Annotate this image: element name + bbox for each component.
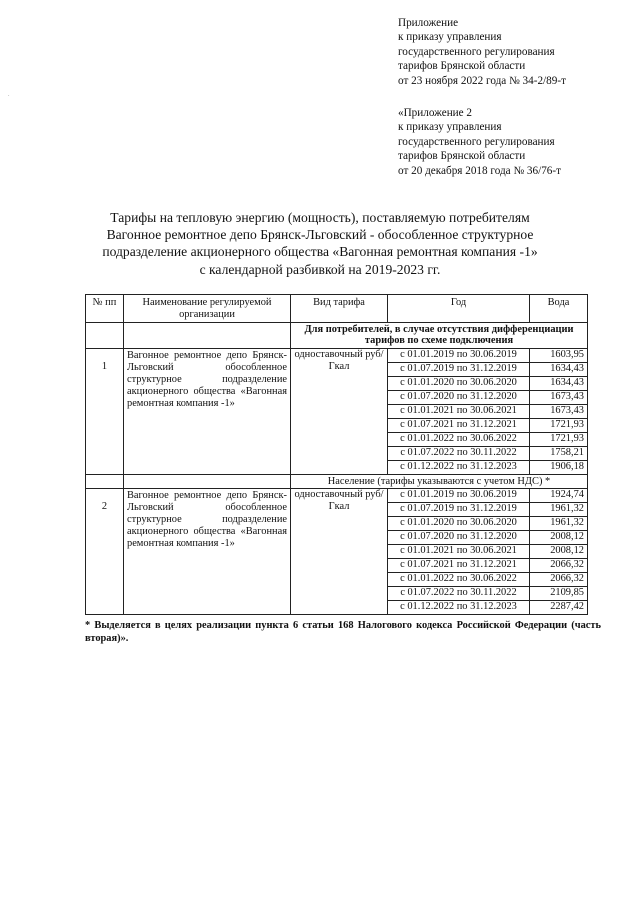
appendix-line: тарифов Брянской области — [398, 150, 526, 163]
tariff-value: 1634,43 — [530, 363, 588, 377]
tariff-value: 2066,32 — [530, 573, 588, 587]
period-cell: с 01.07.2021 по 31.12.2021 — [388, 559, 530, 573]
table-row — [86, 349, 588, 363]
row-number: 1 — [86, 349, 124, 475]
title-line: Тарифы на тепловую энергию (мощность), поставляемую потребителям — [110, 210, 530, 225]
appendix-line: к приказу управления — [398, 31, 502, 44]
period-cell: с 01.07.2019 по 31.12.2019 — [388, 503, 530, 517]
tariff-value: 1721,93 — [530, 433, 588, 447]
tariff-value: 2008,12 — [530, 545, 588, 559]
period-cell: с 01.01.2019 по 30.06.2019 — [388, 489, 530, 503]
empty-cell — [124, 323, 291, 349]
tariff-value: 1758,21 — [530, 447, 588, 461]
tariff-value: 1961,32 — [530, 503, 588, 517]
period-cell: с 01.07.2020 по 31.12.2020 — [388, 531, 530, 545]
header-num: № пп — [86, 295, 124, 323]
appendix-line: государственного регулирования — [398, 135, 555, 148]
tariff-value: 1924,74 — [530, 489, 588, 503]
period-cell: с 01.07.2021 по 31.12.2021 — [388, 419, 530, 433]
organization-name: Вагонное ремонтное депо Брянск-Льговский обособленное структурное подразделение акционерного общества «Вагонная ремонтная компания -1» — [124, 489, 291, 615]
appendix-line: «Приложение 2 — [398, 107, 473, 119]
tariff-value: 1906,18 — [530, 461, 588, 475]
section-heading-row — [86, 475, 588, 489]
appendix-line: Приложение — [398, 17, 459, 29]
period-cell: с 01.01.2019 по 30.06.2019 — [388, 349, 530, 363]
header-org: Наименование регулируемой организации — [124, 295, 291, 323]
empty-cell — [86, 475, 124, 489]
tariff-value: 1673,43 — [530, 405, 588, 419]
appendix-block-current-order — [398, 16, 634, 88]
footnote: * Выделяется в целях реализации пункта 6 статьи 168 Налогового кодекса Российской Федерации (часть вторая)». — [85, 620, 601, 645]
table-body — [86, 323, 588, 615]
section-heading: Население (тарифы указываются с учетом НДС) * — [291, 475, 588, 489]
appendix-line: от 23 ноября 2022 года № 34-2/89-т — [398, 74, 566, 87]
empty-cell — [124, 475, 291, 489]
period-cell: с 01.01.2020 по 30.06.2020 — [388, 377, 530, 391]
period-cell: с 01.07.2022 по 30.11.2022 — [388, 587, 530, 601]
scan-speck: . — [8, 92, 10, 98]
appendix-block-original-order — [398, 106, 634, 178]
tariff-value: 1721,93 — [530, 419, 588, 433]
tariff-value: 1603,95 — [530, 349, 588, 363]
period-cell: с 01.07.2022 по 30.11.2022 — [388, 447, 530, 461]
table-header-row — [86, 295, 588, 323]
period-cell: с 01.01.2020 по 30.06.2020 — [388, 517, 530, 531]
period-cell: с 01.01.2022 по 30.06.2022 — [388, 573, 530, 587]
header-kind: Вид тарифа — [291, 295, 388, 323]
tariff-value: 1673,43 — [530, 391, 588, 405]
tariff-value: 1961,32 — [530, 517, 588, 531]
tariff-value: 2109,85 — [530, 587, 588, 601]
header-year: Год — [388, 295, 530, 323]
appendix-line: тарифов Брянской области — [398, 60, 526, 73]
period-cell: с 01.07.2019 по 31.12.2019 — [388, 363, 530, 377]
tariff-value: 2066,32 — [530, 559, 588, 573]
empty-cell — [86, 323, 124, 349]
section-heading: Для потребителей, в случае отсутствия дифференциации тарифов по схеме подключения — [291, 323, 588, 349]
row-number: 2 — [86, 489, 124, 615]
title-line: с календарной разбивкой на 2019-2023 гг. — [199, 261, 441, 277]
title-line: Вагонное ремонтное депо Брянск-Льговский - обособленное структурное — [106, 227, 534, 243]
period-cell: с 01.12.2022 по 31.12.2023 — [388, 601, 530, 615]
tariff-value: 2287,42 — [530, 601, 588, 615]
period-cell: с 01.01.2022 по 30.06.2022 — [388, 433, 530, 447]
period-cell: с 01.12.2022 по 31.12.2023 — [388, 461, 530, 475]
tariff-value: 2008,12 — [530, 531, 588, 545]
tariff-value: 1634,43 — [530, 377, 588, 391]
section-heading-row — [86, 323, 588, 349]
header-water: Вода — [530, 295, 588, 323]
tariff-kind: одноставочный руб/Гкал — [291, 349, 388, 475]
appendix-line: государственного регулирования — [398, 45, 555, 58]
appendix-line: от 20 декабря 2018 года № 36/76-т — [398, 164, 562, 177]
title-line: подразделение акционерного общества «Вагонная ремонтная компания -1» — [102, 244, 538, 260]
tariff-kind: одноставочный руб/Гкал — [291, 489, 388, 615]
tariff-table — [85, 294, 588, 615]
table-row — [86, 489, 588, 503]
organization-name: Вагонное ремонтное депо Брянск-Льговский обособленное структурное подразделение акционерного общества «Вагонная ремонтная компания -1» — [124, 349, 291, 475]
period-cell: с 01.01.2021 по 30.06.2021 — [388, 545, 530, 559]
appendix-line: к приказу управления — [398, 121, 502, 134]
period-cell: с 01.01.2021 по 30.06.2021 — [388, 405, 530, 419]
period-cell: с 01.07.2020 по 31.12.2020 — [388, 391, 530, 405]
document-title — [50, 209, 590, 278]
